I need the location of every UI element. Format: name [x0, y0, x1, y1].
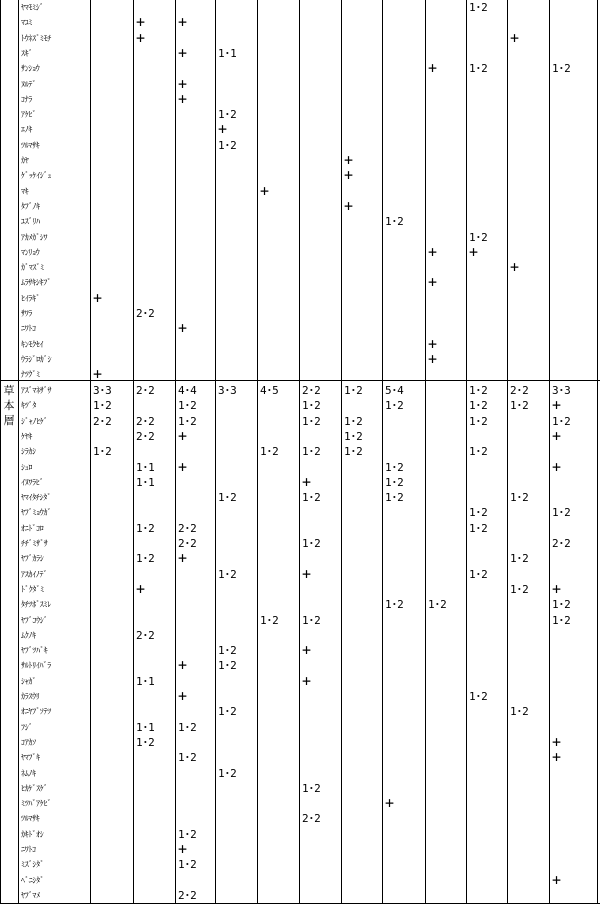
- herb-row-cover-value: 1･2: [218, 659, 237, 673]
- herb-row-species-name: ﾔﾌﾞﾐｮｳｶﾞ: [21, 508, 52, 518]
- shrub-row-cover-value: 1･2: [218, 108, 237, 122]
- herb-row-cover-value: 1･2: [178, 751, 197, 765]
- column-rule: [299, 0, 300, 904]
- shrub-row-species-name: ﾋｲﾗｷﾞ: [21, 293, 40, 303]
- herb-row-cover-value: 1･2: [469, 414, 488, 428]
- herb-row-species-name: ﾐﾂﾊﾞｱｹﾋﾞ: [21, 799, 52, 809]
- herb-row-cover-value: 1･2: [93, 399, 112, 413]
- herb-row-cover-value: 1･2: [469, 399, 488, 413]
- herb-row-cover-value: 4･5: [260, 384, 279, 397]
- herb-layer-label-3: 層: [3, 414, 15, 427]
- herb-row-cover-value: 1･2: [218, 766, 237, 780]
- shrub-row-species-name: ｱｶﾒｶﾞｼﾜ: [21, 232, 48, 242]
- herb-row-species-name: ﾔﾏｲﾀﾁｼﾀﾞ: [21, 493, 51, 503]
- herb-row-cover-value: +: [302, 671, 312, 690]
- herb-row-cover-value: 1･2: [302, 445, 321, 459]
- shrub-row-species-name: ﾅﾂｸﾞﾐ: [21, 370, 40, 380]
- herb-row-cover-value: 1･2: [469, 521, 488, 535]
- column-rule: [597, 0, 598, 904]
- herb-row-cover-value: 1･2: [302, 399, 321, 413]
- herb-row-cover-value: 1･1: [136, 475, 155, 489]
- shrub-row-species-name: ｺﾅﾗ: [21, 94, 33, 104]
- herb-row-cover-value: 1･2: [260, 613, 279, 627]
- herb-row-cover-value: +: [302, 641, 312, 660]
- herb-row-species-name: ﾐｽﾞｼﾀﾞ: [21, 860, 44, 870]
- shrub-row-species-name: ﾕｽﾞﾘﾊ: [21, 217, 40, 227]
- herb-row-cover-value: +: [178, 457, 188, 476]
- herb-row-cover-value: 2･2: [302, 384, 321, 397]
- shrub-row-species-name: ｻﾝｼｮｳ: [21, 64, 40, 74]
- herb-row-cover-value: +: [178, 840, 188, 858]
- herb-row-cover-value: 1･2: [302, 414, 321, 428]
- herb-row-species-name: ｼﾗｶｼ: [21, 447, 36, 457]
- herb-row-cover-value: 1･2: [218, 644, 237, 658]
- shrub-row-species-name: ｶﾔ: [21, 156, 29, 165]
- herb-row-cover-value: 1･2: [385, 491, 404, 505]
- shrub-row-cover-value: +: [178, 13, 188, 32]
- shrub-row-species-name: ﾏﾝﾘｮｳ: [21, 247, 40, 257]
- column-rule: [90, 0, 91, 904]
- herb-row-cover-value: 1･2: [136, 521, 155, 535]
- herb-row-cover-value: 1･2: [552, 506, 571, 520]
- herb-layer-label-2: 本: [3, 399, 15, 412]
- herb-row-species-name: ﾔﾌﾞﾏﾒ: [21, 890, 40, 900]
- shrub-row-cover-value: +: [469, 242, 479, 261]
- shrub-row-cover-value: 1･2: [385, 215, 404, 229]
- shrub-row-cover-value: +: [136, 28, 146, 47]
- shrub-row-cover-value: 2･2: [136, 307, 155, 320]
- shrub-row-cover-value: +: [260, 181, 270, 200]
- herb-row-cover-value: 1･2: [344, 445, 363, 459]
- herb-row-cover-value: +: [136, 579, 146, 598]
- herb-row-cover-value: 1･2: [302, 537, 321, 550]
- shrub-row-cover-value: 1･2: [552, 62, 571, 76]
- shrub-row-species-name: ﾇﾙﾃﾞ: [21, 79, 37, 89]
- shrub-row-species-name: ｷﾝﾓｸｾｲ: [21, 339, 44, 349]
- herb-row-cover-value: 1･2: [136, 552, 155, 566]
- herb-row-cover-value: 1･1: [136, 674, 155, 688]
- herb-row-species-name: ｷﾂﾞﾀ: [21, 401, 37, 411]
- column-rule: [549, 0, 550, 904]
- herb-row-cover-value: 1･2: [469, 690, 488, 703]
- herb-row-cover-value: 1･2: [218, 491, 237, 505]
- herb-row-species-name: ｼﾞｬﾉﾋｹﾞ: [21, 416, 48, 426]
- shrub-row-cover-value: +: [93, 365, 103, 384]
- shrub-row-cover-value: +: [344, 196, 354, 215]
- herb-row-species-name: ﾆﾜﾄｺ: [21, 845, 36, 854]
- herb-row-species-name: ｶﾗｽｳﾘ: [21, 692, 40, 701]
- herb-row-cover-value: 2･2: [178, 888, 197, 902]
- shrub-row-cover-value: +: [510, 258, 520, 277]
- shrub-row-species-name: ﾏﾕﾐ: [21, 18, 33, 28]
- herb-row-species-name: ﾈﾑﾉｷ: [21, 768, 36, 778]
- herb-row-cover-value: 1･2: [218, 567, 237, 581]
- shrub-row-species-name: ﾆﾜﾄｺ: [21, 324, 36, 334]
- herb-row-cover-value: 1･2: [302, 781, 321, 795]
- herb-row-cover-value: 2･2: [178, 521, 197, 535]
- herb-row-species-name: ﾔﾌﾞｺｳｼﾞ: [21, 615, 48, 625]
- herb-row-cover-value: +: [552, 579, 562, 598]
- shrub-row-cover-value: +: [344, 166, 354, 185]
- herb-row-cover-value: 1･2: [344, 414, 363, 428]
- column-rule: [257, 0, 258, 904]
- column-rule: [341, 0, 342, 904]
- herb-row-species-name: ﾍﾞﾆｼﾀﾞ: [21, 875, 44, 885]
- herb-row-cover-value: 2･2: [510, 384, 529, 397]
- herb-row-cover-value: +: [552, 426, 562, 445]
- herb-row-cover-value: +: [178, 687, 188, 705]
- herb-row-cover-value: +: [552, 732, 562, 751]
- herb-row-cover-value: +: [552, 457, 562, 476]
- herb-row-species-name: ﾔﾌﾞﾂﾊﾞｷ: [21, 646, 48, 656]
- shrub-row-species-name: ﾀﾌﾞﾉｷ: [21, 201, 40, 211]
- herb-row-species-name: ﾀﾁﾂﾎﾞｽﾐﾚ: [21, 600, 51, 610]
- shrub-row-cover-value: +: [218, 120, 228, 139]
- herb-row-cover-value: +: [178, 656, 188, 675]
- shrub-row-species-name: ﾂﾙﾏｻｷ: [21, 140, 40, 150]
- herb-row-species-name: ｻﾙﾄﾘｲﾊﾞﾗ: [21, 661, 51, 671]
- herb-row-cover-value: +: [302, 472, 312, 491]
- shrub-row-cover-value: +: [344, 151, 354, 169]
- herb-row-species-name: ﾁﾁﾞﾐｻﾞｻ: [21, 539, 48, 548]
- shrub-row-cover-value: +: [428, 59, 438, 78]
- herb-row-cover-value: 2･2: [136, 384, 155, 397]
- shrub-row-cover-value: +: [93, 288, 103, 307]
- herb-row-cover-value: +: [552, 870, 562, 889]
- shrub-row-species-name: ﾔﾏﾓﾐｼﾞ: [21, 3, 44, 12]
- herb-row-cover-value: 1･2: [178, 827, 197, 841]
- herb-row-cover-value: 3･3: [218, 384, 237, 397]
- herb-row-species-name: ﾌｼﾞ: [21, 722, 33, 732]
- herb-row-cover-value: 1･2: [552, 414, 571, 428]
- shrub-row-cover-value: +: [178, 43, 188, 62]
- shrub-row-cover-value: 1･2: [469, 1, 488, 14]
- herb-row-cover-value: +: [552, 396, 562, 415]
- herb-row-cover-value: 1･2: [469, 506, 488, 520]
- herb-row-cover-value: 1･1: [136, 460, 155, 474]
- herb-row-species-name: ｵﾆﾄﾞｺﾛ: [21, 523, 44, 533]
- herb-row-cover-value: 1･2: [469, 384, 488, 397]
- herb-row-species-name: ｶｷﾄﾞｵｼ: [21, 829, 44, 839]
- shrub-row-species-name: ｻﾜﾗ: [21, 309, 33, 318]
- column-rule: [382, 0, 383, 904]
- herb-row-cover-value: 1･2: [302, 613, 321, 627]
- herb-row-species-name: ｲﾇﾜﾗﾋﾞ: [21, 477, 44, 487]
- herb-row-species-name: ﾔﾌﾞｶﾗｼ: [21, 554, 44, 564]
- herb-row-cover-value: 1･2: [178, 414, 197, 428]
- herb-row-cover-value: 1･2: [510, 705, 529, 719]
- shrub-row-species-name: ｽｷﾞ: [21, 48, 33, 58]
- herb-row-cover-value: 1･2: [385, 475, 404, 489]
- column-rule: [0, 0, 1, 904]
- herb-row-cover-value: 1･2: [510, 582, 529, 596]
- herb-row-cover-value: 2･2: [178, 537, 197, 550]
- shrub-row-cover-value: +: [428, 242, 438, 261]
- herb-row-cover-value: 1･2: [469, 567, 488, 581]
- herb-row-cover-value: 1･2: [344, 384, 363, 397]
- herb-row-cover-value: +: [178, 426, 188, 445]
- herb-row-cover-value: +: [178, 549, 188, 568]
- column-rule: [175, 0, 176, 904]
- shrub-row-cover-value: +: [136, 13, 146, 32]
- herb-row-species-name: ｹﾔｷ: [21, 431, 33, 441]
- herb-row-cover-value: 3･3: [552, 384, 571, 397]
- column-rule: [507, 0, 508, 904]
- column-rule: [215, 0, 216, 904]
- herb-row-species-name: ﾂﾙﾏｻｷ: [21, 814, 40, 824]
- column-rule: [133, 0, 134, 904]
- shrub-row-cover-value: 1･2: [218, 138, 237, 152]
- herb-row-species-name: ｵﾆﾔﾌﾞｿﾃﾂ: [21, 707, 51, 717]
- column-rule: [466, 0, 467, 904]
- herb-row-species-name: ｱｽﾞﾏﾈｻﾞｻ: [21, 386, 52, 395]
- herb-row-cover-value: 1･2: [385, 598, 404, 612]
- herb-row-cover-value: +: [552, 748, 562, 767]
- shrub-row-cover-value: +: [178, 319, 188, 338]
- herb-row-cover-value: 1･2: [260, 445, 279, 459]
- herb-row-species-name: ﾑｸﾉｷ: [21, 630, 36, 640]
- herb-row-cover-value: 1･2: [385, 399, 404, 413]
- herb-row-cover-value: 1･2: [552, 613, 571, 627]
- shrub-row-cover-value: +: [510, 28, 520, 47]
- herb-row-cover-value: 2･2: [136, 628, 155, 642]
- herb-row-cover-value: 2･2: [136, 414, 155, 428]
- herb-row-cover-value: 2･2: [93, 414, 112, 428]
- herb-row-species-name: ｺｱｶｿ: [21, 737, 36, 747]
- herb-row-cover-value: 1･2: [510, 491, 529, 505]
- herb-row-cover-value: 2･2: [302, 812, 321, 826]
- herb-row-cover-value: 1･2: [428, 598, 447, 612]
- shrub-row-cover-value: +: [428, 273, 438, 292]
- herb-row-cover-value: 5･4: [385, 384, 404, 397]
- layer-divider-rule: [0, 380, 600, 381]
- herb-row-cover-value: 1･2: [136, 735, 155, 749]
- herb-row-cover-value: 1･2: [552, 598, 571, 612]
- shrub-row-species-name: ﾄｳﾈｽﾞﾐﾓﾁ: [21, 33, 51, 43]
- shrub-row-cover-value: +: [428, 349, 438, 368]
- herb-row-species-name: ﾋｶｹﾞｽｹﾞ: [21, 783, 48, 793]
- herb-row-cover-value: 1･2: [178, 399, 197, 413]
- herb-row-species-name: ﾄﾞｸﾀﾞﾐ: [21, 584, 44, 594]
- shrub-row-species-name: ﾏｷ: [21, 186, 29, 196]
- herb-row-cover-value: +: [302, 564, 312, 583]
- herb-layer-label-1: 草: [3, 384, 15, 397]
- column-rule: [425, 0, 426, 904]
- herb-row-cover-value: 1･2: [302, 491, 321, 505]
- herb-row-cover-value: 1･1: [136, 720, 155, 734]
- column-rule: [18, 0, 19, 904]
- shrub-row-cover-value: 1･2: [469, 62, 488, 76]
- herb-row-cover-value: 1･2: [510, 552, 529, 566]
- herb-row-cover-value: 1･2: [510, 399, 529, 413]
- herb-row-cover-value: 1･2: [178, 720, 197, 734]
- herb-row-cover-value: +: [385, 794, 395, 813]
- herb-row-species-name: ｱｽｶｲﾉﾃﾞ: [21, 569, 48, 579]
- herb-row-cover-value: 1･2: [344, 429, 363, 443]
- shrub-row-species-name: ｶﾞﾏｽﾞﾐ: [21, 263, 44, 273]
- herb-row-cover-value: 1･2: [218, 705, 237, 719]
- shrub-row-species-name: ｴﾉｷ: [21, 125, 33, 135]
- shrub-row-species-name: ﾑﾗｻｷｼｷﾌﾞ: [21, 278, 51, 288]
- shrub-row-cover-value: +: [428, 334, 438, 353]
- herb-row-cover-value: 1･2: [178, 858, 197, 872]
- shrub-row-cover-value: 1･2: [469, 230, 488, 244]
- herb-row-cover-value: 3･3: [93, 384, 112, 397]
- shrub-row-species-name: ｹﾞｯｹｲｼﾞｭ: [21, 171, 52, 181]
- herb-row-cover-value: 2･2: [552, 537, 571, 550]
- herb-row-cover-value: 1･2: [469, 445, 488, 459]
- shrub-row-species-name: ｳﾗｼﾞﾛｶﾞｼ: [21, 354, 52, 364]
- shrub-row-cover-value: +: [178, 89, 188, 108]
- herb-row-species-name: ｼｬｶﾞ: [21, 676, 37, 686]
- herb-row-cover-value: 4･4: [178, 384, 197, 397]
- herb-row-species-name: ｼｭﾛ: [21, 462, 33, 472]
- herb-row-species-name: ﾔﾏﾌﾞｷ: [21, 753, 40, 763]
- shrub-row-cover-value: +: [178, 74, 188, 93]
- shrub-row-cover-value: 1･1: [218, 46, 237, 60]
- herb-row-cover-value: 1･2: [385, 460, 404, 474]
- herb-row-cover-value: 2･2: [136, 429, 155, 443]
- herb-row-cover-value: 1･2: [93, 445, 112, 459]
- shrub-row-species-name: ｱｹﾋﾞ: [21, 110, 37, 120]
